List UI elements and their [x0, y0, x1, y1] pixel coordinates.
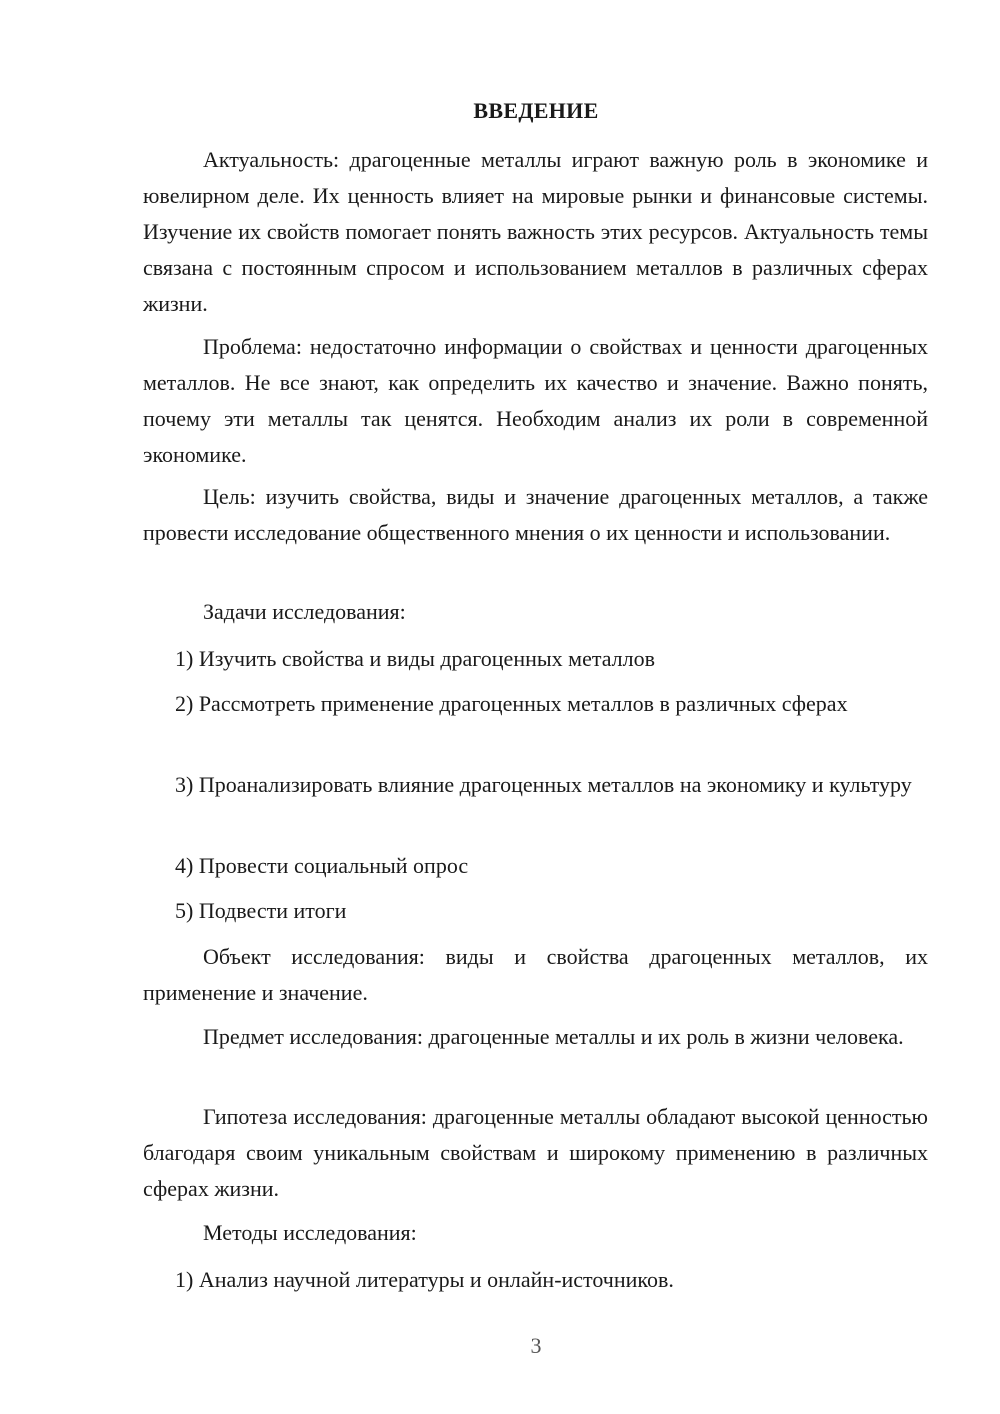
task-item: 2) Рассмотреть применение драгоценных металлов в различных сферах [175, 691, 848, 716]
methods-heading: Методы исследования: [203, 1220, 417, 1245]
method-item: 1) Анализ научной литературы и онлайн-источников. [175, 1267, 674, 1292]
hypothesis-paragraph: Гипотеза исследования: драгоценные металлы обладают высокой ценностью благодаря своим уникальным свойствам и широкому применению в различных сферах жизни. [143, 1104, 928, 1201]
page-number: 3 [530, 1333, 542, 1358]
goal-paragraph: Цель: изучить свойства, виды и значение драгоценных металлов, а также провести исследование общественного мнения о их ценности и использовании. [143, 484, 928, 545]
task-item: 5) Подвести итоги [175, 898, 347, 923]
page-title: ВВЕДЕНИЕ [473, 98, 599, 123]
problem-paragraph: Проблема: недостаточно информации о свойствах и ценности драгоценных металлов. Не все знают, как определить их качество и значение. Важно понять, почему эти металлы так ценятся. Необходим анализ их роли в современной экономике. [143, 334, 928, 467]
task-item: 1) Изучить свойства и виды драгоценных металлов [175, 646, 656, 671]
tasks-heading: Задачи исследования: [203, 599, 406, 624]
object-paragraph: Объект исследования: виды и свойства драгоценных металлов, их применение и значение. [143, 944, 928, 1005]
task-item: 3) Проанализировать влияние драгоценных металлов на экономику и культуру [175, 772, 912, 797]
relevance-paragraph: Актуальность: драгоценные металлы играют важную роль в экономике и ювелирном деле. Их ценность влияет на мировые рынки и финансовые системы. Изучение их свойств помогает понять важность этих ресурсов. Актуальность темы связана с постоянным спросом и использованием металлов в различных сферах жизни. [143, 147, 928, 316]
subject-paragraph: Предмет исследования: драгоценные металлы и их роль в жизни человека. [203, 1024, 904, 1049]
task-item: 4) Провести социальный опрос [175, 853, 469, 878]
